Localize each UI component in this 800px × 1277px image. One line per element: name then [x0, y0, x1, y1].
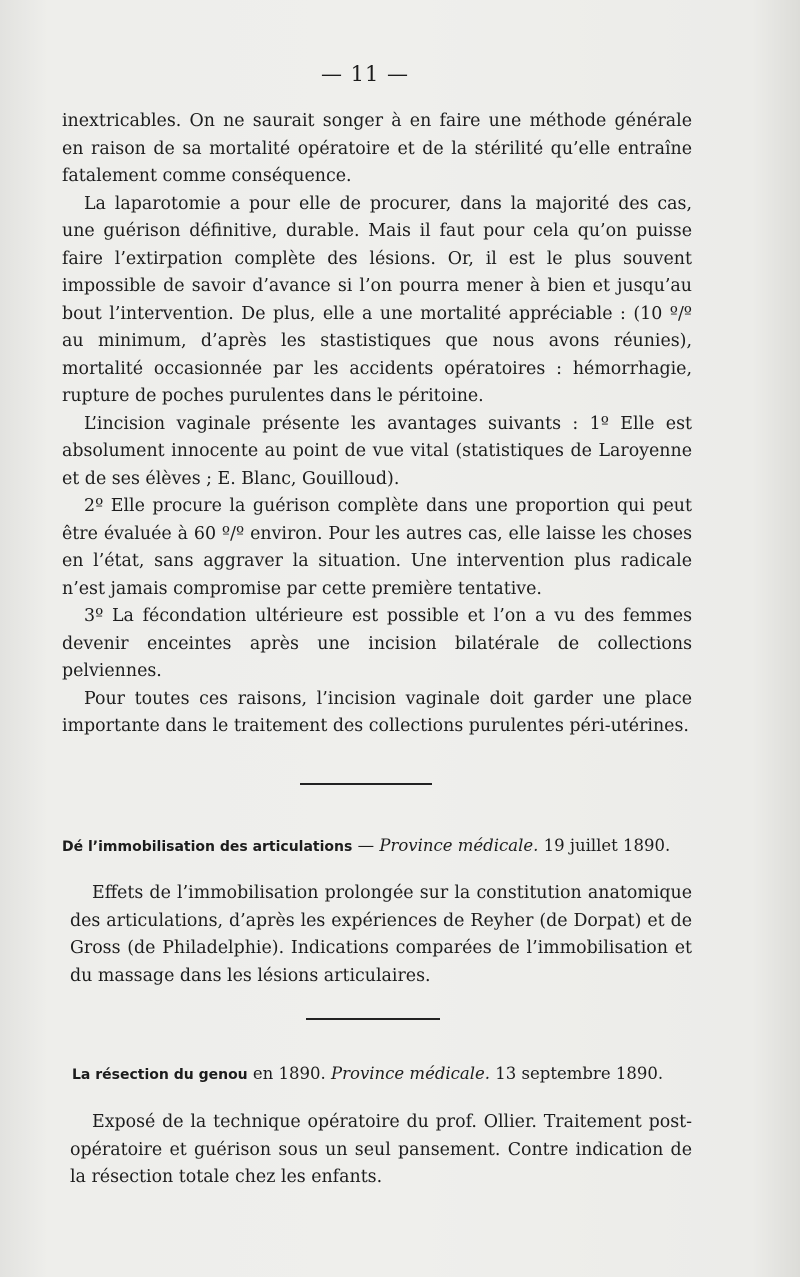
paragraph: L’incision vaginale présente les avantages suivants : 1º Elle est absolument innocente au point de vue vital (statistiques de Laroyenne et de ses élèves ; E. Blanc, Gouilloud).	[62, 413, 692, 489]
heading-journal: Province médicale.	[331, 1064, 491, 1083]
heading-title: Dé l’immobilisation des articulations	[62, 839, 353, 855]
paragraph: Exposé de la technique opératoire du prof. Ollier. Traitement post-opératoire et guérison sous un seul pansement. Contre indication de la résection totale chez les enfants.	[70, 1112, 692, 1187]
heading-journal: Province médicale.	[379, 836, 539, 855]
page-number: — 11 —	[320, 62, 410, 86]
heading-mid: en 1890.	[247, 1064, 332, 1083]
heading-title: La résection du genou	[72, 1067, 248, 1083]
heading-dash: —	[352, 836, 380, 855]
heading-date: 19 juillet 1890.	[538, 836, 671, 855]
paragraph: 3º La fécondation ultérieure est possible et l’on a vu des femmes devenir enceintes après une incision bilatérale de collections pelviennes.	[62, 606, 692, 681]
paragraph: inextricables. On ne saurait songer à en faire une méthode générale en raison de sa mortalité opératoire et de la stérilité qu’elle entraîne fatalement comme conséquence.	[62, 111, 692, 186]
section-heading-resection	[72, 1062, 702, 1087]
section-laparotomy-text	[62, 108, 692, 741]
paragraph: Effets de l’immobilisation prolongée sur la constitution anatomique des articulations, d’après les expériences de Reyher (de Dorpat) et de Gross (de Philadelphie). Indications comparées de l’immobilisation et du massage dans les lésions articulaires.	[70, 883, 692, 986]
paragraph: 2º Elle procure la guérison complète dans une proportion qui peut être évaluée à 60 º/º environ. Pour les autres cas, elle laisse les choses en l’état, sans aggraver la situation. Une intervention plus radicale n’est jamais compromise par cette première tentative.	[62, 496, 692, 599]
section-divider	[300, 783, 432, 785]
heading-date: 13 septembre 1890.	[490, 1064, 664, 1083]
section-resection-text	[70, 1109, 692, 1192]
section-divider	[306, 1018, 440, 1020]
paragraph: Pour toutes ces raisons, l’incision vaginale doit garder une place importante dans le traitement des collections purulentes péri-utérines.	[62, 688, 692, 736]
section-heading-immobilisation	[62, 834, 692, 859]
paragraph: La laparotomie a pour elle de procurer, dans la majorité des cas, une guérison définitive, durable. Mais il faut pour cela qu’on puisse faire l’extirpation complète des lésions. Or, il est le plus souvent impossible de savoir d’avance si l’on pourra mener à bien et jusqu’au bout l’intervention. De plus, elle a une mortalité appréciable : (10 º/º au minimum, d’après les stastistiques que nous avons réunies), mortalité occasionnée par les accidents opératoires : hémorrhagie, rupture de poches purulentes dans le péritoine.	[62, 193, 692, 406]
section-immobilisation-text	[70, 880, 692, 990]
